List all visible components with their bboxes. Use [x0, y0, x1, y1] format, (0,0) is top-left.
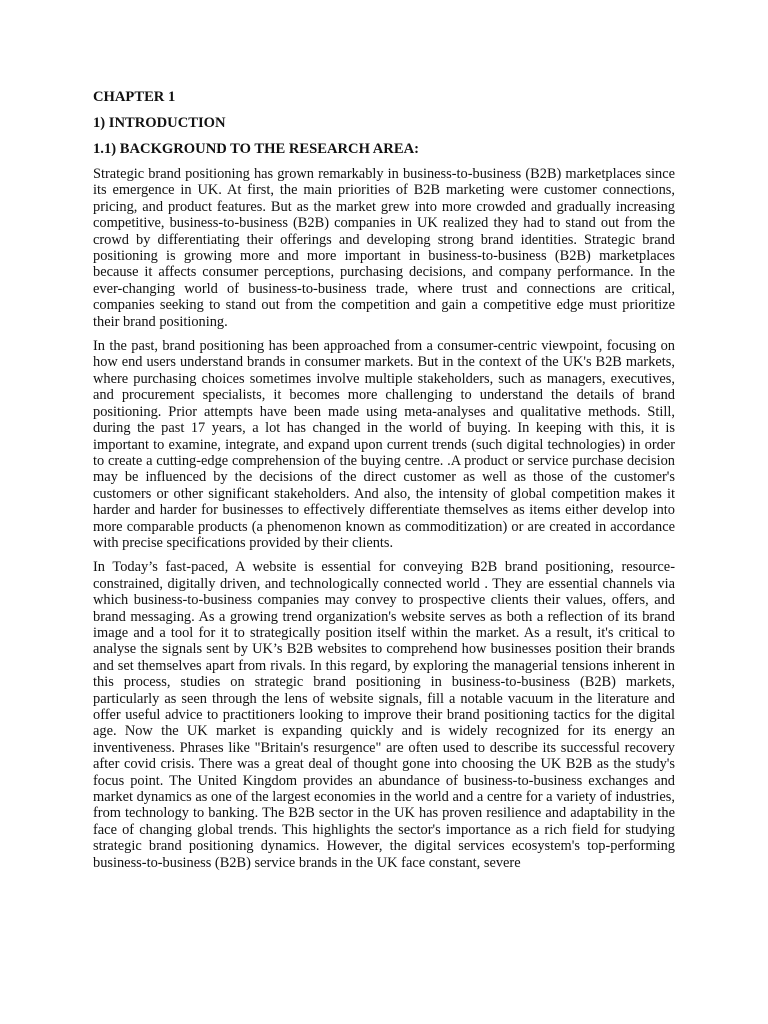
document-page [93, 86, 675, 879]
subsection-heading: 1.1) BACKGROUND TO THE RESEARCH AREA: [93, 141, 419, 157]
body-paragraph: In Today’s fast-paced, A website is essential for conveying B2B brand positioning, resource-constrained, digitally driven, and technologically connected world . They are essential channels via which business-to-business companies may convey to prospective clients their values, offers, and brand messaging. As a growing trend organization's website serves as both a reflection of its brand image and a tool for it to strategically position itself within the market. As a result, it's critical to analyse the signals sent by UK’s B2B websites to comprehend how businesses position their brands and set themselves apart from rivals. In this regard, by exploring the managerial tensions inherent in this process, studies on strategic brand positioning in business-to-business (B2B) markets, particularly as seen through the lens of website signals, fill a notable vacuum in the literature and offer useful advice to practitioners looking to improve their brand positioning tactics for the digital age. Now the UK market is expanding quickly and is widely recognized for its energy an inventiveness. Phrases like "Britain's resurgence" are often used to describe its successful recovery after covid crisis. There was a great deal of thought gone into choosing the UK B2B as the study's focus point. The United Kingdom provides an abundance of business-to-business exchanges and market dynamics as one of the largest economies in the world and a centre for a variety of industries, from technology to banking. The B2B sector in the UK has proven resilience and adaptability in the face of changing global trends. This highlights the sector's importance as a rich field for studying strategic brand positioning dynamics. However, the digital services ecosystem's top-performing business-to-business (B2B) service brands in the UK face constant, severe [93, 559, 675, 871]
section-heading: 1) INTRODUCTION [93, 115, 226, 131]
chapter-heading: CHAPTER 1 [93, 89, 176, 105]
body-paragraph: Strategic brand positioning has grown remarkably in business-to-business (B2B) marketplaces since its emergence in UK. At first, the main priorities of B2B marketing were customer connections, pricing, and product features. But as the market grew into more crowded and gradually increasing competitive, business-to-business (B2B) companies in UK realized they had to stand out from the crowd by differentiating their offerings and developing strong brand identities. Strategic brand positioning is growing more and more important in business-to-business (B2B) marketplaces because it affects consumer perceptions, purchasing decisions, and company performance. In the ever-changing world of business-to-business trade, where trust and connections are critical, companies seeking to stand out from the competition and gain a competitive edge must prioritize their brand positioning. [93, 166, 675, 330]
body-paragraph: In the past, brand positioning has been approached from a consumer-centric viewpoint, focusing on how end users understand brands in consumer markets. But in the context of the UK's B2B markets, where purchasing choices sometimes involve multiple stakeholders, such as managers, executives, and procurement specialists, it becomes more challenging to understand the details of brand positioning. Prior attempts have been made using meta-analyses and qualitative methods. Still, during the past 17 years, a lot has changed in the world of buying. In keeping with this, it is important to examine, integrate, and expand upon current trends (such digital technologies) in order to create a cutting-edge comprehension of the buying centre. .A product or service purchase decision may be influenced by the decisions of the direct customer as well as those of the customer's customers or other significant stakeholders. And also, the intensity of global competition makes it harder and harder for businesses to effectively differentiate themselves as items either develop into more comparable products (a phenomenon known as commoditization) or are created in accordance with precise specifications provided by their clients. [93, 338, 675, 551]
